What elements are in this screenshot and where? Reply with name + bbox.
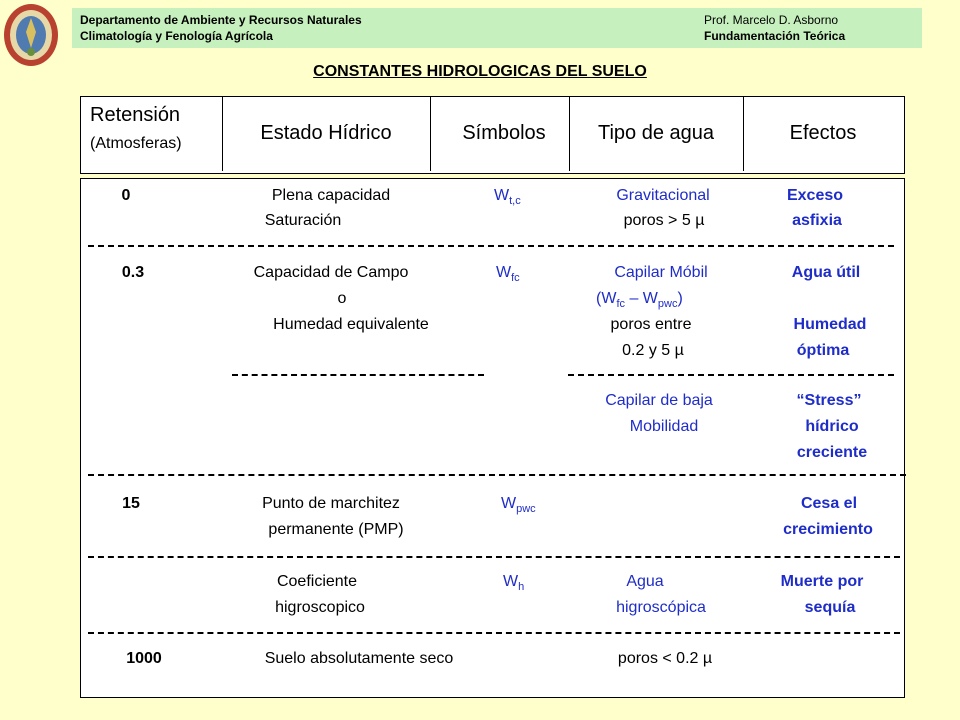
state-punto-de-marchitez: Punto de marchitez <box>262 495 400 512</box>
effect-crecimiento: crecimiento <box>783 521 873 538</box>
effect-creciente: creciente <box>796 444 868 461</box>
state-o: o <box>337 290 347 307</box>
symbol-wh: $W_h$ <box>503 573 525 593</box>
effect-asfixia: asfixia <box>792 212 842 229</box>
state-pmp: permanente (PMP) <box>268 521 404 538</box>
divider <box>88 632 900 634</box>
effect-humedad: Humedad <box>793 316 867 333</box>
type-capilar-mobil: Capilar Móbil <box>614 264 708 281</box>
divider <box>88 245 894 247</box>
state-saturacion: Saturación <box>264 212 342 229</box>
header-professor: Prof. Marcelo D. Asborno <box>704 13 839 27</box>
col-retention-unit: (Atmosferas) <box>90 135 182 152</box>
retention-15: 15 <box>122 495 140 512</box>
divider <box>88 556 900 558</box>
retention-1000: 1000 <box>126 650 162 667</box>
type-mobilidad: Mobilidad <box>629 418 699 435</box>
header-section: Fundamentación Teórica <box>704 29 846 43</box>
type-0-2-y-5: 0.2 y 5 µ <box>622 342 684 359</box>
symbol-wfc: $W_{fc}$ <box>496 264 520 284</box>
state-plena-capacidad: Plena capacidad <box>271 187 391 204</box>
state-coeficiente: Coeficiente <box>276 573 358 590</box>
university-seal-logo <box>2 2 60 68</box>
effect-optima: óptima <box>796 342 850 359</box>
type-poros-entre: poros entre <box>610 316 692 333</box>
effect-agua-util: Agua útil <box>791 264 861 281</box>
table-body <box>80 178 905 698</box>
retention-0: 0 <box>121 187 131 204</box>
type-poros-lt0-2: poros ˂ 0.2 µ <box>617 650 713 667</box>
divider-partial-right <box>568 374 894 376</box>
effect-hidrico: hídrico <box>805 418 859 435</box>
page-title: CONSTANTES HIDROLOGICAS DEL SUELO <box>313 63 647 80</box>
effect-exceso: Exceso <box>786 187 844 204</box>
col-symbols: Símbolos <box>462 122 546 144</box>
col-retention: Retensión <box>90 104 181 126</box>
divider-partial-left <box>232 374 484 376</box>
effect-sequia: sequía <box>804 599 856 616</box>
type-higroscopica: higroscópica <box>616 599 706 616</box>
type-capilar-de-baja: Capilar de baja <box>605 392 713 409</box>
header-department: Departamento de Ambiente y Recursos Naturales <box>80 13 362 27</box>
col-water-type: Tipo de agua <box>597 122 715 144</box>
effect-cesa-el: Cesa el <box>800 495 858 512</box>
type-poros-gt5: poros ˃ 5 µ <box>623 212 705 229</box>
col-state: Estado Hídrico <box>260 122 392 144</box>
retention-0-3: 0.3 <box>121 264 145 281</box>
divider <box>88 474 906 476</box>
symbol-wpwc: $W_{pwc}$ <box>501 495 536 515</box>
effect-muerte-por: Muerte por <box>780 573 864 590</box>
symbol-wtc: $W_{t,c}$ <box>494 187 521 207</box>
type-agua: Agua <box>626 573 664 590</box>
state-humedad-equivalente: Humedad equivalente <box>273 316 429 333</box>
col-effects: Efectos <box>789 122 857 144</box>
effect-stress: “Stress” <box>796 392 862 409</box>
type-gravitacional: Gravitacional <box>616 187 710 204</box>
header-course: Climatología y Fenología Agrícola <box>80 29 273 43</box>
state-higroscopico: higroscopico <box>275 599 365 616</box>
type-wfc-wpwc: $(W_{fc} - W_{pwc})$ <box>596 290 683 310</box>
state-capacidad-de-campo: Capacidad de Campo <box>253 264 409 281</box>
state-suelo-absolutamente-seco: Suelo absolutamente seco <box>264 650 454 667</box>
